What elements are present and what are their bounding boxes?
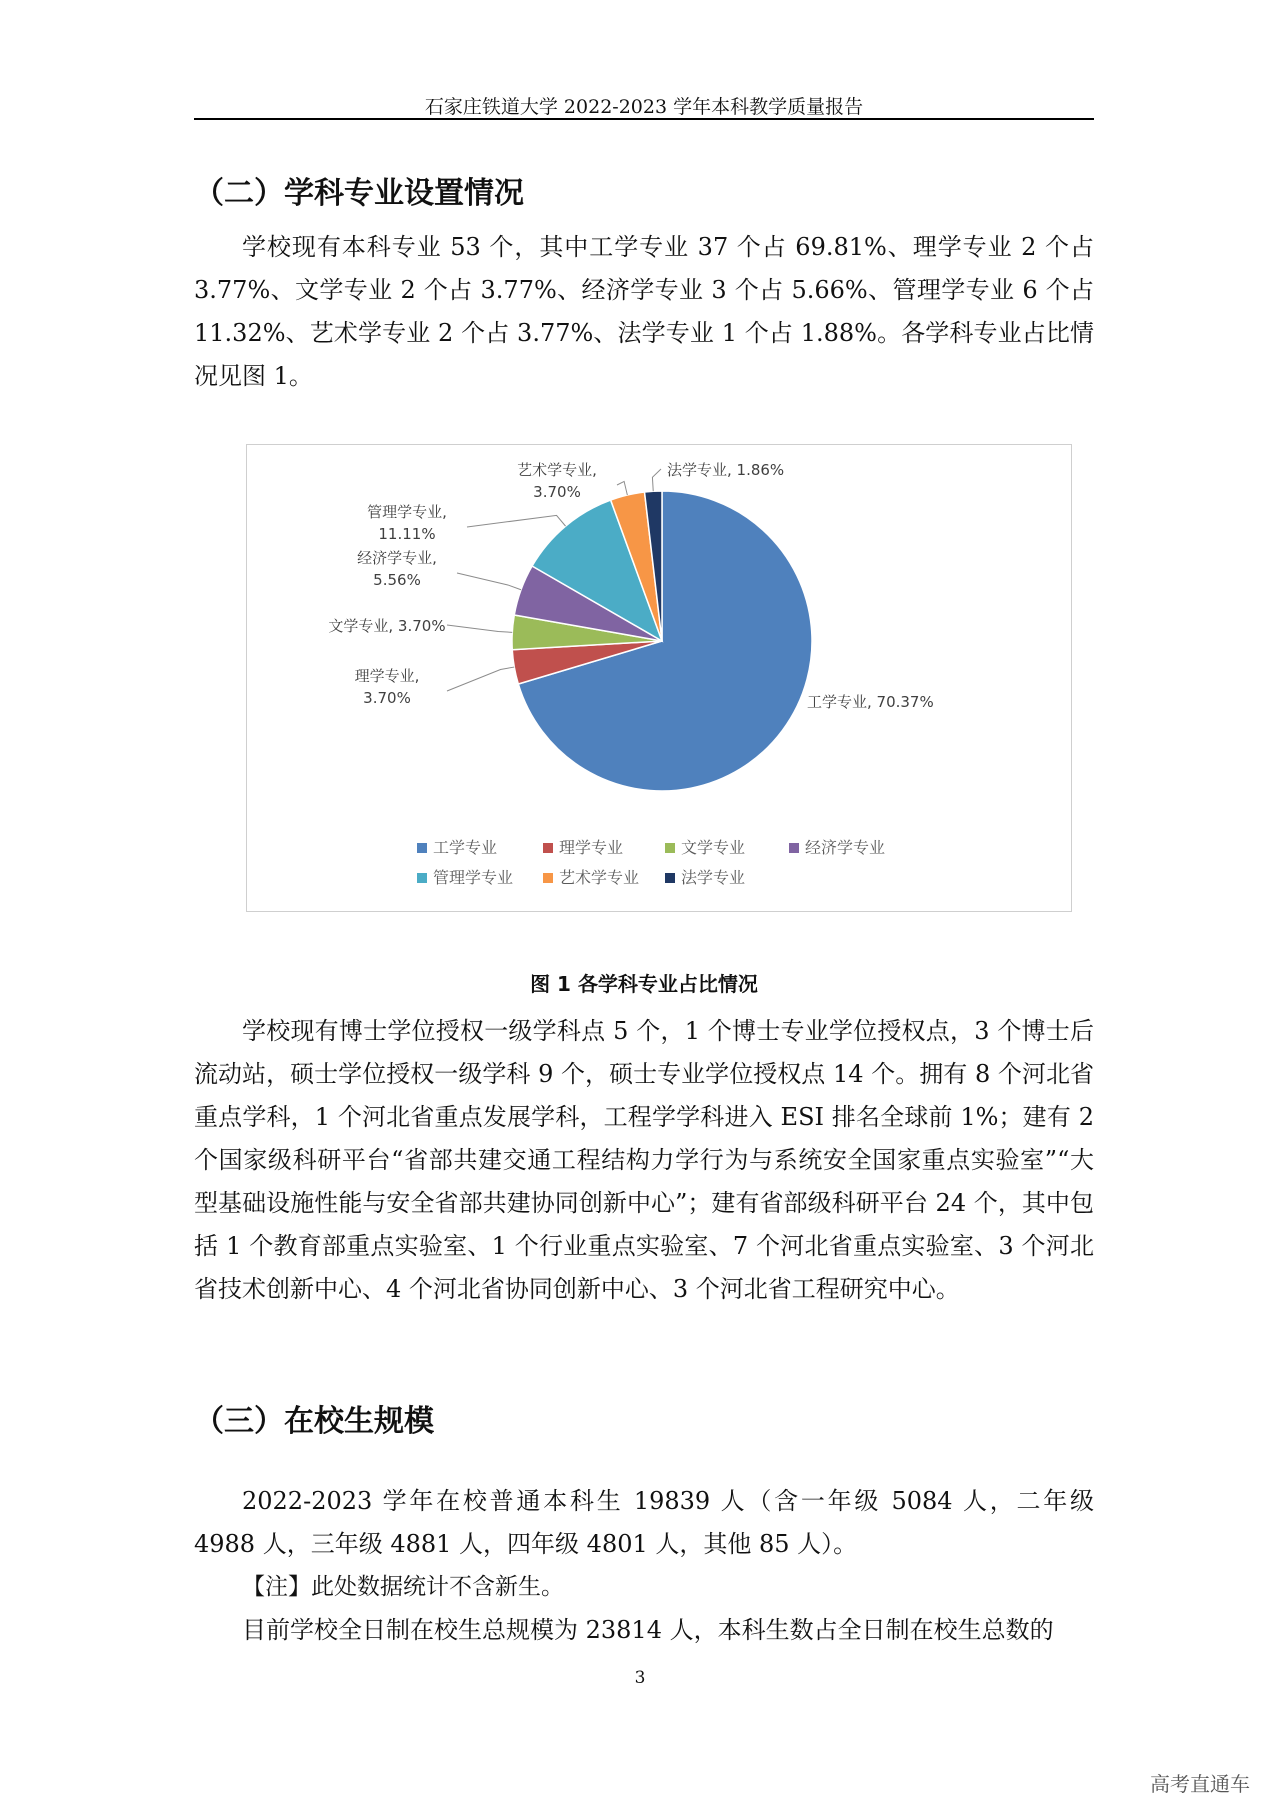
legend-swatch-5 bbox=[417, 873, 427, 883]
data-label-3: 文学专业, 3.70% bbox=[328, 617, 446, 635]
leader-line-7 bbox=[652, 469, 661, 491]
section-heading-disciplines: （二）学科专业设置情况 bbox=[194, 176, 524, 211]
data-label-4: 经济学专业, 5.56% bbox=[357, 549, 437, 589]
legend-label-3: 文学专业 bbox=[681, 838, 746, 857]
leader-line-6 bbox=[617, 481, 627, 495]
pie-chart-frame bbox=[246, 444, 1072, 912]
legend-label-6: 艺术学专业 bbox=[559, 868, 640, 887]
pie-chart bbox=[247, 445, 1071, 911]
watermark: 高考直通车 bbox=[1150, 1772, 1250, 1796]
data-label-5: 管理学专业, 11.11% bbox=[367, 503, 447, 543]
legend-label-7: 法学专业 bbox=[681, 868, 746, 887]
data-label-6: 艺术学专业, 3.70% bbox=[517, 461, 597, 501]
leader-line-2 bbox=[447, 667, 514, 691]
page-header: 石家庄铁道大学 2022-2023 学年本科教学质量报告 bbox=[424, 96, 864, 118]
legend-swatch-6 bbox=[543, 873, 553, 883]
section-heading-enrollment: （三）在校生规模 bbox=[194, 1404, 434, 1439]
legend-swatch-2 bbox=[543, 843, 553, 853]
legend-swatch-4 bbox=[789, 843, 799, 853]
paragraph-total-students: 目前学校全日制在校生总规模为 23814 人，本科生数占全日制在校生总数的 bbox=[242, 1616, 1054, 1644]
note-text: 【注】此处数据统计不含新生。 bbox=[242, 1574, 564, 1600]
legend-label-2: 理学专业 bbox=[559, 838, 624, 857]
paragraph-degree-programs: 学校现有博士学位授权一级学科点 5 个，1 个博士专业学位授权点，3 个博士后流动站，硕士学位授权一级学科 9 个，硕士专业学位授权点 14 个。拥有 8 个河北省重点学科，1 个河北省重点发展学科，工程学学科进入 ESI 排名全球前 1%；建有 2 个国家级科研平台“省部共建交通工程结构力学行为与系统安全国家重点实验室”“大型基础设施性能与安全省部共建协同创新中心”；建有省部级科研平台 24 个，其中包括 1 个教育部重点实验室、1 个行业重点实验室、7 个河北省重点实验室、3 个河北省技术创新中心、4 个河北省协同创新中心、3 个河北省工程研究中心。 bbox=[194, 1017, 1094, 1303]
data-label-1: 工学专业, 70.37% bbox=[807, 693, 934, 711]
data-label-2: 理学专业, 3.70% bbox=[354, 667, 420, 707]
leader-line-3 bbox=[447, 625, 512, 632]
leader-line-4 bbox=[457, 573, 521, 590]
legend-label-5: 管理学专业 bbox=[433, 868, 514, 887]
data-label-7: 法学专业, 1.86% bbox=[667, 461, 785, 479]
legend-label-1: 工学专业 bbox=[433, 838, 498, 857]
header-rule bbox=[194, 118, 1094, 120]
legend-swatch-3 bbox=[665, 843, 675, 853]
paragraph-majors: 学校现有本科专业 53 个，其中工学专业 37 个占 69.81%、理学专业 2 个占 3.77%、文学专业 2 个占 3.77%、经济学专业 3 个占 5.66%、管理学专业 6 个占 11.32%、艺术学专业 2 个占 3.77%、法学专业 1 个占 1.88%。各学科专业占比情况见图 1。 bbox=[194, 233, 1094, 390]
page-number: 3 bbox=[634, 1668, 646, 1688]
figure-caption: 图 1 各学科专业占比情况 bbox=[530, 972, 758, 996]
legend-swatch-7 bbox=[665, 873, 675, 883]
legend-label-4: 经济学专业 bbox=[805, 838, 886, 857]
legend-swatch-1 bbox=[417, 843, 427, 853]
leader-line-5 bbox=[467, 515, 566, 527]
paragraph-enrollment: 2022-2023 学年在校普通本科生 19839 人（含一年级 5084 人，二年级 4988 人，三年级 4881 人，四年级 4801 人，其他 85 人）。 bbox=[194, 1487, 1094, 1558]
